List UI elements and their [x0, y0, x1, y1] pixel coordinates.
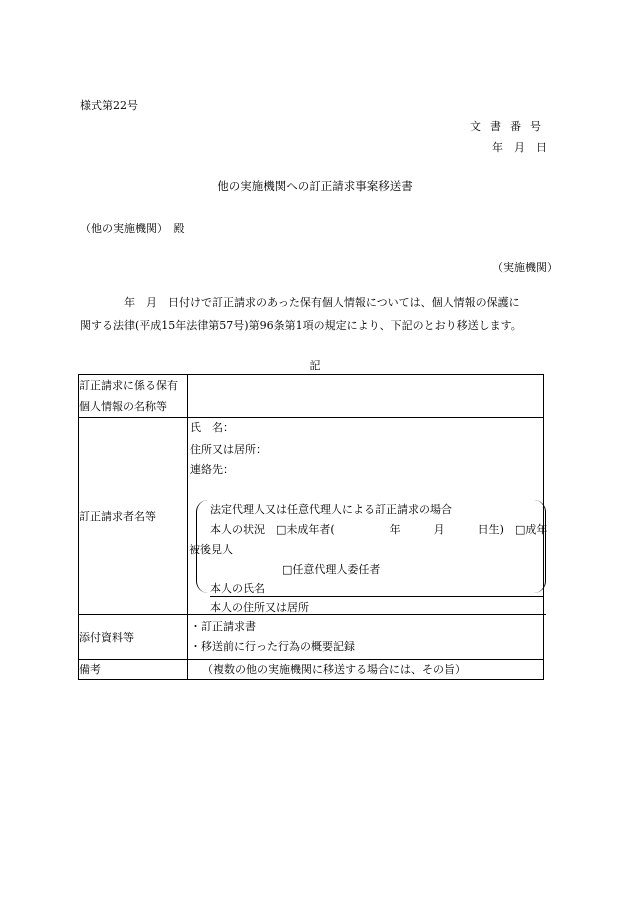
principal-name-underline [210, 596, 544, 597]
requester-label: 訂正請求者名等 [79, 418, 188, 615]
remarks-label: 備考 [79, 660, 188, 680]
attachments-value-cell [188, 615, 544, 660]
addressee: （他の実施機関） 殿 [80, 222, 185, 235]
info-name-label-line-1: 訂正請求に係る保有 [79, 379, 178, 392]
attachment-item-2: ・移送前に行った行為の概要記録 [190, 640, 355, 653]
table-row-info-name [79, 375, 544, 418]
table-row-attachments [79, 615, 544, 660]
agent-heading: 法定代理人又は任意代理人による訂正請求の場合 [210, 503, 452, 516]
attachments-label: 添付資料等 [79, 615, 188, 660]
principal-name-label: 本人の氏名 [210, 582, 265, 595]
info-name-label-cell [79, 375, 188, 418]
remarks-text: （複数の他の実施機関に移送する場合には、その旨） [202, 663, 466, 676]
table-row-requester [79, 418, 544, 615]
body-text-line-1: 年 月 日付けで訂正請求のあった保有個人情報については、個人情報の保護に [80, 296, 520, 309]
body-text-line-2: 関する法律(平成15年法律第57号)第96条第1項の規定により、下記のとおり移送します。 [80, 319, 522, 332]
table-row-remarks [79, 660, 544, 680]
document-number-label: 文書番号 [470, 120, 550, 133]
attachment-item-1: ・訂正請求書 [190, 620, 256, 633]
requester-name: 氏 名： [190, 421, 234, 434]
document-title: 他の実施機関への訂正請求事案移送書 [217, 179, 413, 193]
agent-delegate-checkbox: □任意代理人委任者 [282, 563, 381, 576]
requester-contact: 連絡先： [190, 463, 234, 476]
info-name-label-line-2: 個人情報の名称等 [79, 400, 167, 413]
principal-address-label: 本人の住所又は居所 [210, 601, 309, 614]
remarks-value-cell [188, 660, 544, 680]
transfer-details-table [78, 374, 548, 680]
sender: （実施機関） [492, 261, 558, 274]
requester-address: 住所又は居所： [190, 443, 267, 456]
principal-status-continued: 被後見人 [189, 543, 233, 556]
info-name-value-cell [188, 375, 544, 418]
ki-heading: 記 [309, 359, 321, 372]
requester-value-cell [188, 418, 548, 615]
date-label: 年 月 日 [492, 141, 547, 154]
principal-status: 本人の状況 □未成年者( 年 月 日生) □成年 [210, 523, 548, 536]
form-number: 様式第22号 [80, 99, 138, 112]
